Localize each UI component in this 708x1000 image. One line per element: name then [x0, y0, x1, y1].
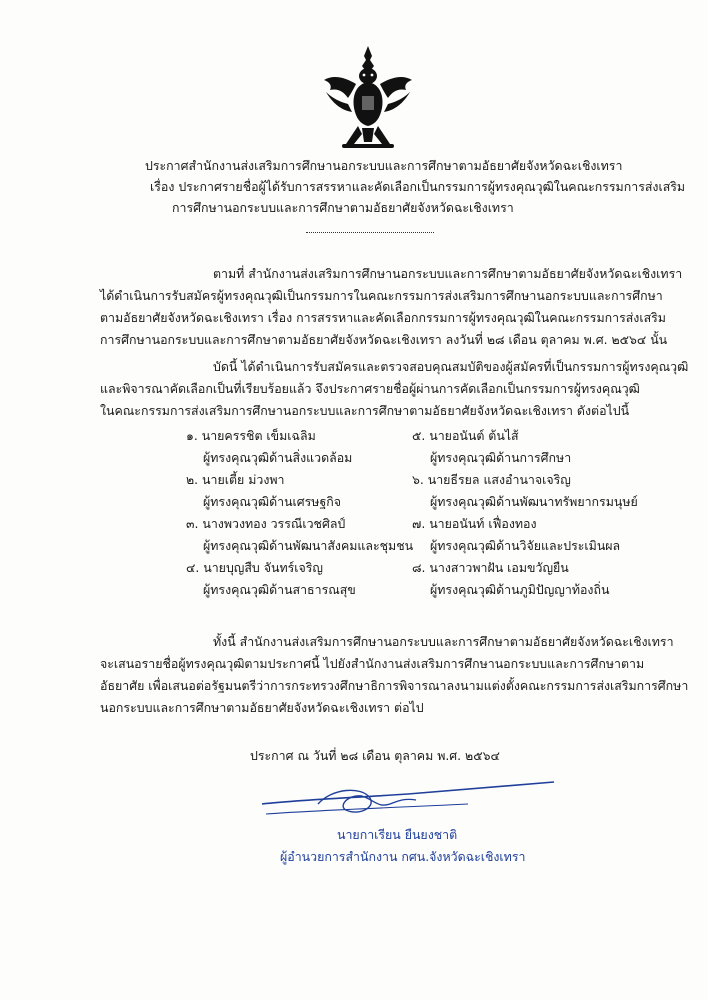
subject-line-1: เรื่อง ประกาศรายชื่อผู้ได้รับการสรรหาและคัดเลือกเป็นกรรมการผู้ทรงคุณวุฒิในคณะกรรมการส่งเสริม — [150, 179, 686, 194]
member-1-name: ๑. นายครรชิต เข็มเฉลิม — [186, 428, 316, 443]
signer-name: นายกาเรียน ยืนยงชาติ — [337, 827, 458, 842]
member-6-role: ผู้ทรงคุณวุฒิด้านพัฒนาทรัพยากรมนุษย์ — [430, 494, 638, 509]
handwritten-signature — [258, 774, 558, 826]
member-5-name: ๕. นายอนันต์ ต้นไส้ — [412, 428, 519, 443]
member-8-name: ๘. นางสาวพาฝัน เอมขวัญยืน — [412, 560, 569, 575]
subject-line-2: การศึกษานอกระบบและการศึกษาตามอัธยาศัยจังหวัดฉะเชิงเทรา — [172, 200, 514, 215]
para1-line-1: ตามที่ สำนักงานส่งเสริมการศึกษานอกระบบและการศึกษาตามอัธยาศัยจังหวัดฉะเชิงเทรา — [213, 266, 683, 281]
garuda-emblem-icon — [322, 44, 414, 154]
member-1-role: ผู้ทรงคุณวุฒิด้านสิ่งแวดล้อม — [203, 450, 353, 465]
para1-line-4: การศึกษานอกระบบและการศึกษาตามอัธยาศัยจังหวัดฉะเชิงเทรา ลงวันที่ ๒๘ เดือน ตุลาคม พ.ศ. ๒๕๖๔ นั้น — [100, 332, 668, 347]
announce-date: ประกาศ ณ วันที่ ๒๘ เดือน ตุลาคม พ.ศ. ๒๕๖๔ — [250, 748, 500, 763]
member-7-name: ๗. นายอนันท์ เฟื่องทอง — [412, 516, 537, 531]
para3-line-2: จะเสนอรายชื่อผู้ทรงคุณวุฒิตามประกาศนี้ ไปยังสำนักงานส่งเสริมการศึกษานอกระบบและการศึกษาตาม — [100, 656, 645, 671]
para3-line-1: ทั้งนี้ สำนักงานส่งเสริมการศึกษานอกระบบและการศึกษาตามอัธยาศัยจังหวัดฉะเชิงเทรา — [213, 634, 674, 649]
announcement-title: ประกาศสำนักงานส่งเสริมการศึกษานอกระบบและการศึกษาตามอัธยาศัยจังหวัดฉะเชิงเทรา — [145, 158, 623, 173]
member-3-name: ๓. นางพวงทอง วรรณีเวชศิลป์ — [186, 516, 346, 531]
member-6-name: ๖. นายธีรยล แสงอำนาจเจริญ — [412, 472, 571, 487]
member-3-role: ผู้ทรงคุณวุฒิด้านพัฒนาสังคมและชุมชน — [203, 538, 414, 553]
signer-title: ผู้อำนวยการสำนักงาน กศน.จังหวัดฉะเชิงเทรา — [280, 849, 526, 864]
para2-line-2: และพิจารณาคัดเลือกเป็นที่เรียบร้อยแล้ว จึงประกาศรายชื่อผู้ผ่านการคัดเลือกเป็นกรรมการผู้ทรงคุณวุฒิ — [100, 381, 640, 396]
para1-line-3: ตามอัธยาศัยจังหวัดฉะเชิงเทรา เรื่อง การสรรหาและคัดเลือกกรรมการผู้ทรงคุณวุฒิในคณะกรรมการส่งเสริม — [100, 310, 666, 325]
dotted-separator — [306, 232, 434, 233]
member-4-role: ผู้ทรงคุณวุฒิด้านสาธารณสุข — [203, 582, 356, 597]
member-8-role: ผู้ทรงคุณวุฒิด้านภูมิปัญญาท้องถิ่น — [430, 582, 610, 597]
para2-line-1: บัดนี้ ได้ดำเนินการรับสมัครและตรวจสอบคุณสมบัติของผู้สมัครที่เป็นกรรมการผู้ทรงคุณวุฒิ — [213, 359, 689, 374]
member-5-role: ผู้ทรงคุณวุฒิด้านการศึกษา — [430, 450, 572, 465]
member-2-name: ๒. นายเตี้ย ม่วงพา — [186, 472, 285, 487]
member-7-role: ผู้ทรงคุณวุฒิด้านวิจัยและประเมินผล — [430, 538, 621, 553]
para1-line-2: ได้ดำเนินการรับสมัครผู้ทรงคุณวุฒิเป็นกรรมการในคณะกรรมการส่งเสริมการศึกษานอกระบบและการศึกษา — [100, 288, 663, 303]
para3-line-3: อัธยาศัย เพื่อเสนอต่อรัฐมนตรีว่าการกระทรวงศึกษาธิการพิจารณาลงนามแต่งตั้งคณะกรรมการส่งเสริมการศึกษา — [100, 678, 689, 693]
member-2-role: ผู้ทรงคุณวุฒิด้านเศรษฐกิจ — [203, 494, 342, 509]
para2-line-3: ในคณะกรรมการส่งเสริมการศึกษานอกระบบและการศึกษาตามอัธยาศัยจังหวัดฉะเชิงเทรา ดังต่อไปนี้ — [100, 403, 630, 418]
para3-line-4: นอกระบบและการศึกษาตามอัธยาศัยจังหวัดฉะเชิงเทรา ต่อไป — [100, 700, 424, 715]
member-4-name: ๔. นายบุญสืบ จันทร์เจริญ — [186, 560, 323, 575]
